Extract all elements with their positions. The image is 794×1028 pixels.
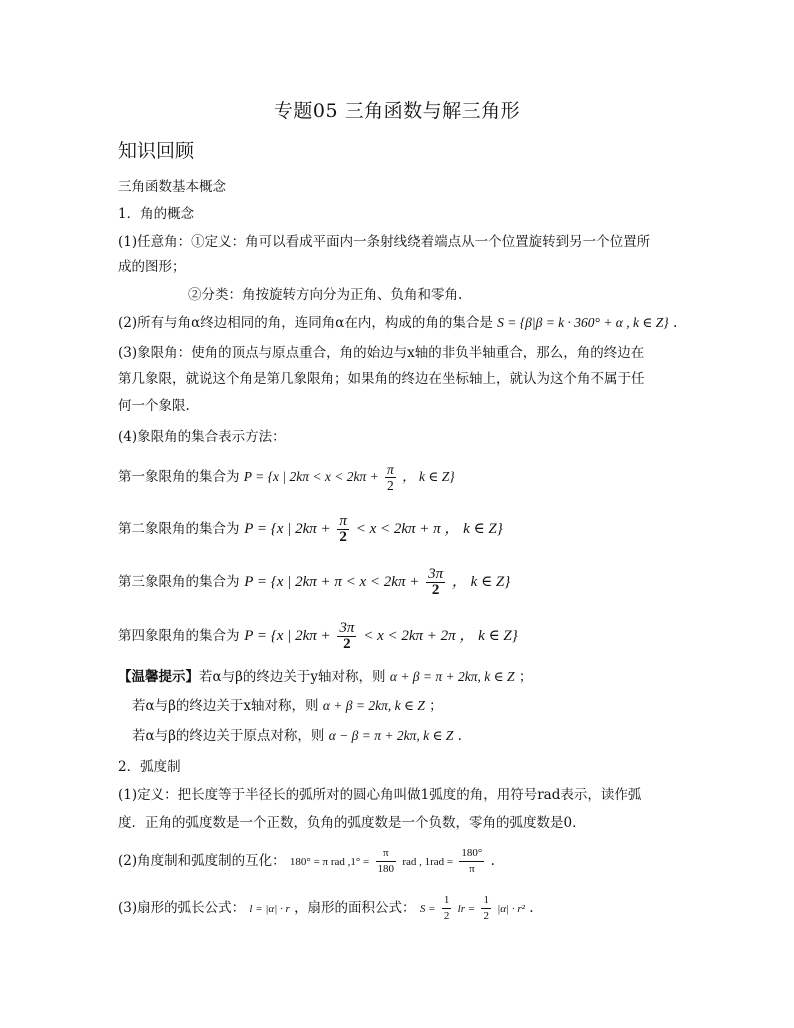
sector-area-lr: lr = bbox=[457, 903, 476, 915]
sector-formulas bbox=[118, 890, 698, 927]
quadrant-1-label: 第一象限角的集合为 bbox=[118, 469, 240, 485]
degree-radian-conversion bbox=[118, 843, 698, 880]
quadrant-1-formula-end: ， k ∈ Z} bbox=[402, 469, 455, 484]
conversion-fraction-1: $\frac{\pi}{180}$ bbox=[377, 847, 395, 875]
quadrant-3-fraction: $\frac{3\pi}{2}$ bbox=[428, 565, 444, 598]
sector-area-fraction-1: $\frac{1}{2}$ bbox=[443, 894, 450, 922]
knowledge-heading: 知识回顾 bbox=[118, 140, 195, 162]
coterminal-text: (2)所有与角α终边相同的角，连同角α在内，构成的角的集合是 bbox=[118, 315, 493, 331]
quadrant-set-intro: (4)象限角的集合表示方法： bbox=[118, 429, 286, 445]
sector-area-text: ，扇形的面积公式： bbox=[294, 900, 416, 916]
quadrant-2-label: 第二象限角的集合为 bbox=[118, 521, 240, 537]
tip-3-formula: α − β = π + 2kπ, k ∈ Z bbox=[328, 728, 454, 743]
tip-label: 【温馨提示】 bbox=[118, 669, 199, 685]
tip-3-end: . bbox=[457, 728, 462, 744]
section-2-heading: 2．弧度制 bbox=[118, 759, 181, 775]
quadrant-3-label: 第三象限角的集合为 bbox=[118, 574, 240, 590]
sector-area-fraction-2: $\frac{1}{2}$ bbox=[483, 894, 489, 922]
quadrant-3-formula-end: ， k ∈ Z} bbox=[451, 574, 511, 590]
conversion-end: . bbox=[490, 853, 495, 869]
conversion-text: (2)角度制和弧度制的互化： bbox=[118, 853, 286, 869]
quadrant-3-formula-start: P = {x | 2kπ + π < x < 2kπ + bbox=[244, 574, 420, 590]
quadrant-1-fraction: $\frac{\pi}{2}$ bbox=[387, 462, 394, 493]
basic-concept-heading: 三角函数基本概念 bbox=[118, 179, 226, 195]
quadrant-3-set bbox=[118, 563, 698, 600]
tip-2-end: ； bbox=[429, 698, 443, 714]
quadrant-2-formula-end: < x < 2kπ + π ， k ∈ Z} bbox=[355, 521, 503, 537]
page-title: 专题05 三角函数与解三角形 bbox=[273, 100, 521, 122]
tip-2-formula: α + β = 2kπ, k ∈ Z bbox=[322, 698, 425, 713]
tip-line-3 bbox=[132, 727, 698, 745]
quadrant-1-set bbox=[118, 459, 698, 495]
coterminal-end: . bbox=[672, 315, 678, 331]
sector-area-tail: |α| · r² bbox=[497, 903, 525, 915]
tip-3-text: 若α与β的终边关于原点对称，则 bbox=[132, 728, 325, 744]
quadrant-4-set bbox=[118, 617, 698, 654]
conversion-fraction-2: $\frac{180^\circ}{\pi}$ bbox=[461, 847, 483, 875]
quadrant-angle-line1: (3)象限角：使角的顶点与原点重合，角的始边与x轴的非负半轴重合，那么，角的终边在 bbox=[118, 345, 645, 361]
quadrant-angle-line2: 第几象限，就说这个角是第几象限角；如果角的终边在坐标轴上，就认为这个角不属于任 bbox=[118, 371, 645, 387]
tip-1-end: ； bbox=[518, 669, 533, 685]
quadrant-2-set bbox=[118, 510, 698, 547]
radian-definition-line1: (1)定义：把长度等于半径长的弧所对的圆心角叫做1弧度的角，用符号rad表示，读作弧 bbox=[118, 787, 642, 803]
quadrant-4-formula-start: P = {x | 2kπ + bbox=[244, 628, 331, 644]
any-angle-definition-line1: (1)任意角：①定义：角可以看成平面内一条射线绕着端点从一个位置旋转到另一个位置所 bbox=[118, 234, 651, 250]
tip-1-formula: α + β = π + 2kπ, k ∈ Z bbox=[389, 669, 515, 684]
arc-length-formula: l = |α| · r bbox=[249, 903, 290, 915]
conversion-formula-b: rad , 1rad = bbox=[402, 856, 454, 868]
section-1-heading: 1．角的概念 bbox=[118, 206, 195, 222]
conversion-formula-a: 180° = π rad ,1° = bbox=[289, 856, 370, 868]
quadrant-2-formula-start: P = {x | 2kπ + bbox=[244, 521, 331, 537]
quadrant-1-formula-start: P = {x | 2kπ < x < 2kπ + bbox=[243, 469, 379, 484]
angle-classification: ②分类：角按旋转方向分为正角、负角和零角. bbox=[188, 287, 463, 303]
any-angle-definition-line2: 成的图形； bbox=[118, 259, 186, 275]
arc-length-text: (3)扇形的弧长公式： bbox=[118, 900, 246, 916]
coterminal-angle-paragraph bbox=[118, 314, 698, 332]
sector-area-s: S = bbox=[419, 903, 436, 915]
coterminal-formula: S = {β|β = k · 360° + α , k ∈ Z} bbox=[497, 315, 669, 330]
quadrant-4-fraction: $\frac{3\pi}{2}$ bbox=[339, 619, 355, 652]
quadrant-4-label: 第四象限角的集合为 bbox=[118, 628, 240, 644]
tip-line-1 bbox=[118, 668, 698, 686]
quadrant-2-fraction: $\frac{\pi}{2}$ bbox=[339, 512, 347, 545]
sector-formulas-end: . bbox=[529, 900, 534, 916]
quadrant-angle-line3: 何一个象限. bbox=[118, 398, 190, 414]
quadrant-4-formula-end: < x < 2kπ + 2π ， k ∈ Z} bbox=[363, 628, 518, 644]
radian-definition-line2: 度．正角的弧度数是一个正数，负角的弧度数是一个负数，零角的弧度数是0． bbox=[118, 815, 586, 831]
tip-1-text: 若α与β的终边关于y轴对称，则 bbox=[199, 669, 386, 685]
tip-2-text: 若α与β的终边关于x轴对称，则 bbox=[132, 698, 319, 714]
tip-line-2 bbox=[132, 697, 698, 715]
